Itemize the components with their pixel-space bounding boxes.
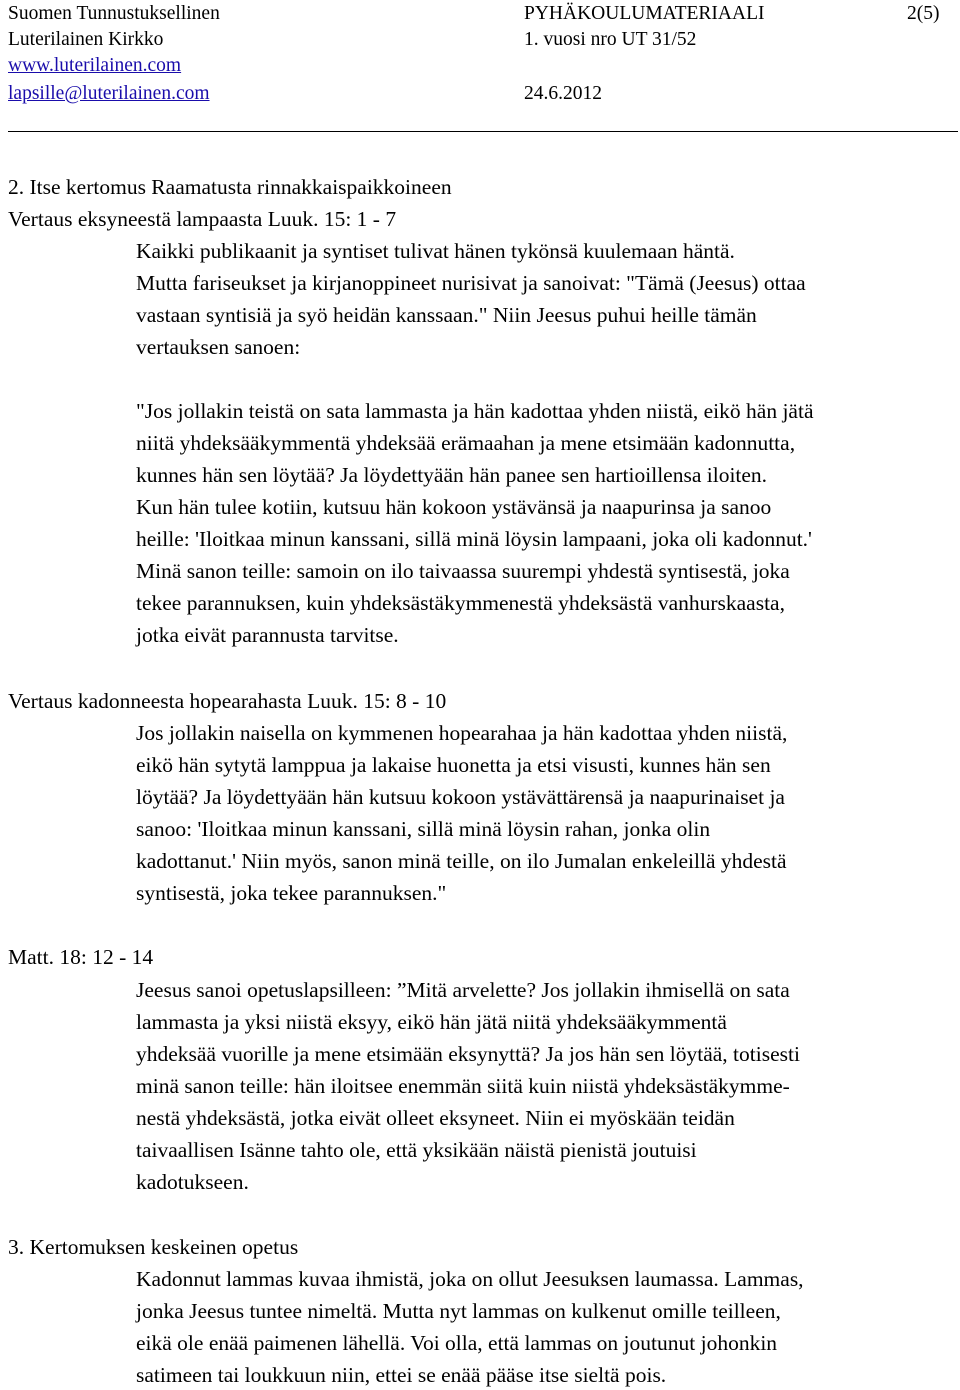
section-heading-2: 2. Itse kertomus Raamatusta rinnakkaispaikkoineen	[8, 175, 452, 199]
text-line: Kun hän tulee kotiin, kutsuu hän kokoon ystävänsä ja naapurinsa ja sanoo	[136, 495, 772, 519]
text-line: kadotukseen.	[136, 1170, 249, 1194]
text-line: nestä yhdeksästä, jotka eivät olleet eksyneet. Niin ei myöskään teidän	[136, 1106, 735, 1130]
header-divider	[8, 131, 958, 132]
text-line: Jeesus sanoi opetuslapsilleen: ”Mitä arvelette? Jos jollakin ihmisellä on sata	[136, 978, 790, 1002]
text-line: löytää? Ja löydettyään hän kutsuu kokoon ystävättärensä ja naapurinaiset ja	[136, 785, 785, 809]
subheading-matthew: Matt. 18: 12 - 14	[8, 945, 154, 969]
text-line: kadottanut.' Niin myös, sanon minä teille, on ilo Jumalan enkeleillä yhdestä	[136, 849, 787, 873]
text-line: jotka eivät parannusta tarvitse.	[136, 623, 399, 647]
text-line: taivaallisen Isänne tahto ole, että yksikään näistä pienistä joutuisi	[136, 1138, 697, 1162]
text-line: Jos jollakin naisella on kymmenen hopearahaa ja hän kadottaa yhden niistä,	[136, 721, 788, 745]
text-line: tekee parannuksen, kuin yhdeksästäkymmenestä yhdeksästä vanhurskaasta,	[136, 591, 785, 615]
header-org-line-1: Suomen Tunnustuksellinen	[8, 3, 220, 24]
text-line: Kadonnut lammas kuvaa ihmistä, joka on ollut Jeesuksen laumassa. Lammas,	[136, 1267, 804, 1291]
text-line: yhdeksää vuorille ja mene etsimään eksynyttä? Ja jos hän sen löytää, totisesti	[136, 1042, 800, 1066]
subheading-lost-coin: Vertaus kadonneesta hopearahasta Luuk. 15: 8 - 10	[8, 689, 447, 713]
header-org-line-2: Luterilainen Kirkko	[8, 29, 164, 50]
text-line: Kaikki publikaanit ja syntiset tulivat hänen tykönsä kuulemaan häntä.	[136, 239, 735, 263]
text-line: vastaan syntisiä ja syö heidän kanssaan." Niin Jeesus puhui heille tämän	[136, 303, 757, 327]
text-line: jonka Jeesus tuntee nimeltä. Mutta nyt lammas on kulkenut omille teilleen,	[136, 1299, 781, 1323]
header-material-title: PYHÄKOULUMATERIAALI	[524, 3, 765, 24]
text-line: syntisestä, joka tekee parannuksen."	[136, 881, 447, 905]
header-website-link[interactable]: www.luterilainen.com	[8, 55, 182, 76]
header-lesson-number: 1. vuosi nro UT 31/52	[524, 29, 697, 50]
text-line: "Jos jollakin teistä on sata lammasta ja hän kadottaa yhden niistä, eikö hän jätä	[136, 399, 814, 423]
header-page-number: 2(5)	[907, 3, 940, 24]
text-line: niitä yhdeksääkymmentä yhdeksää erämaahan ja mene etsimään kadonnutta,	[136, 431, 796, 455]
subheading-lost-sheep: Vertaus eksyneestä lampaasta Luuk. 15: 1 - 7	[8, 207, 397, 231]
text-line: kunnes hän sen löytää? Ja löydettyään hän panee sen hartioillensa iloiten.	[136, 463, 768, 487]
header-email-link[interactable]: lapsille@luterilainen.com	[8, 83, 210, 104]
header-date: 24.6.2012	[524, 83, 602, 104]
text-line: sanoo: 'Iloitkaa minun kanssani, sillä minä löysin rahan, jonka olin	[136, 817, 711, 841]
text-line: eikö hän sytytä lamppua ja lakaise huonetta ja etsi visusti, kunnes hän sen	[136, 753, 771, 777]
text-line: Mutta fariseukset ja kirjanoppineet nurisivat ja sanoivat: "Tämä (Jeesus) ottaa	[136, 271, 806, 295]
text-line: heille: 'Iloitkaa minun kanssani, sillä minä löysin lampaani, joka oli kadonnut.'	[136, 527, 812, 551]
text-line: eikä ole enää paimenen lähellä. Voi olla, että lammas on joutunut johonkin	[136, 1331, 778, 1355]
text-line: satimeen tai loukkuun niin, ettei se enää pääse itse sieltä pois.	[136, 1363, 667, 1387]
text-line: Minä sanon teille: samoin on ilo taivaassa suurempi yhdestä syntisestä, joka	[136, 559, 790, 583]
text-line: lammasta ja yksi niistä eksyy, eikö hän jätä niitä yhdeksääkymmentä	[136, 1010, 727, 1034]
section-heading-3: 3. Kertomuksen keskeinen opetus	[8, 1235, 299, 1259]
text-line: vertauksen sanoen:	[136, 335, 301, 359]
text-line: minä sanon teille: hän iloitsee enemmän siitä kuin niistä yhdeksästäkymme-	[136, 1074, 790, 1098]
